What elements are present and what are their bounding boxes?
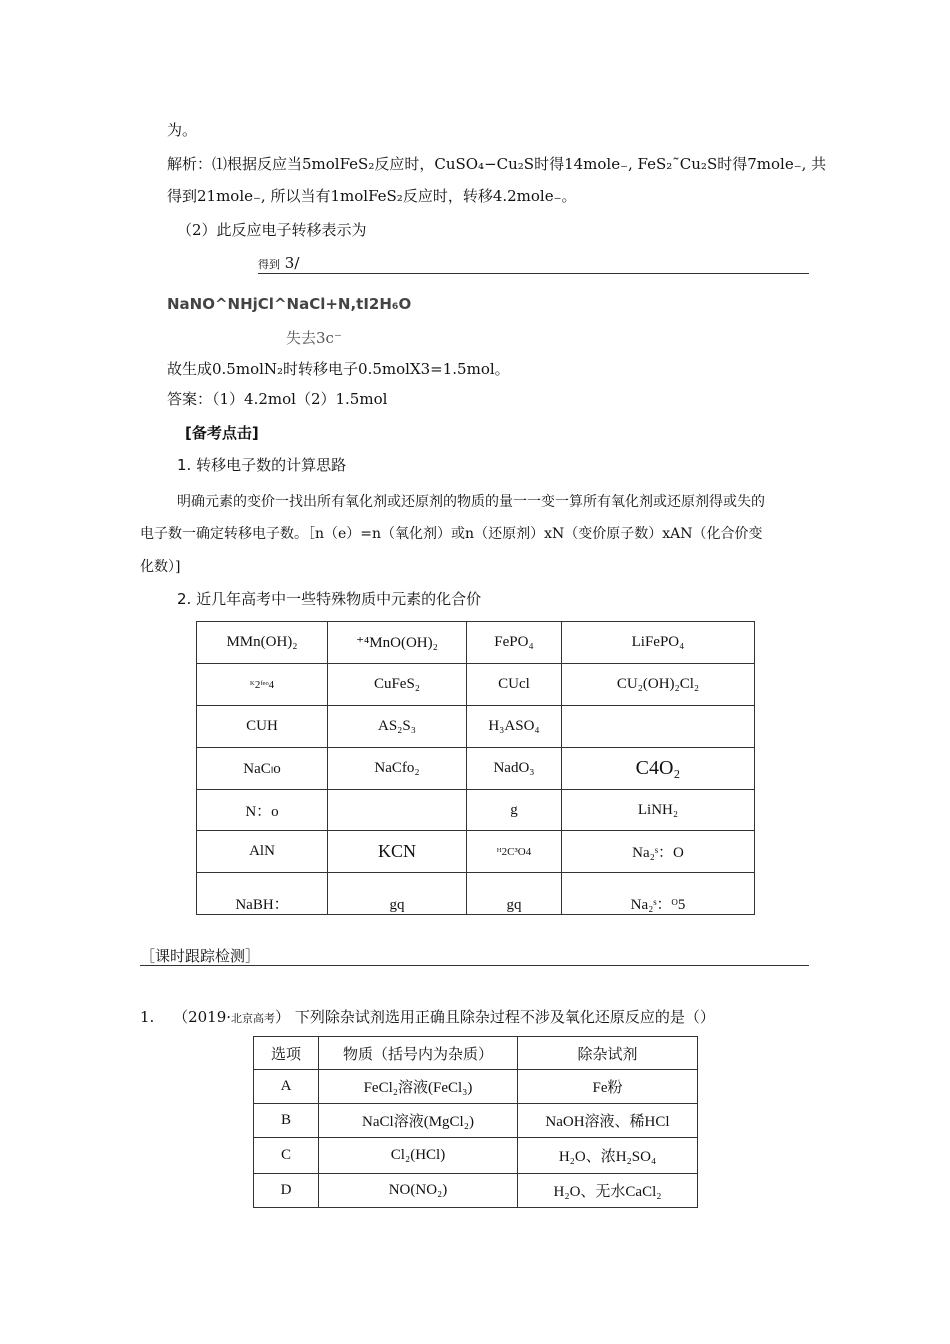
header-cell: 除杂试剂 [518,1037,698,1070]
table-row [197,831,755,873]
option-label: A [254,1070,319,1104]
option-reagent: NaOH溶液、稀HCl [518,1104,698,1138]
option-reagent: Fe粉 [518,1070,698,1104]
table-row [254,1070,698,1104]
table-cell: C4O₂ [562,748,755,790]
table-cell: g [467,790,562,831]
electron-loss-label: 失去3c⁻ [286,329,342,347]
options-table [253,1036,698,1208]
tip-body-line-2: 电子数一确定转移电子数。［n（e）=n（氧化剂）或n（还原剂）xN（变价原子数）xAN（化合价变 [140,526,763,542]
tip-heading-1: 1. 转移电子数的计算思路 [177,456,347,474]
table-cell: AlN [197,831,328,873]
question-source-close: ） [275,1008,291,1026]
gain-value-text: 3/ [284,254,300,272]
tip-heading-2: 2. 近几年高考中一些特殊物质中元素的化合价 [177,590,482,608]
table-row [254,1138,698,1174]
table-row [197,748,755,790]
question-number: 1. [140,1008,155,1026]
question-source: 北京高考 [231,1012,276,1025]
gain-label-text: 得到 [258,258,280,271]
conclusion-line: 故生成0.5molN₂时转移电子0.5molX3=1.5mol。 [167,360,510,378]
table-cell: CU₂(OH)₂Cl₂ [562,664,755,706]
table-cell: CUH [197,706,328,748]
option-reagent: H₂O、无水CaCl₂ [518,1174,698,1208]
table-row [254,1104,698,1138]
table-row [197,664,755,706]
electron-gain-label [258,253,299,275]
table-cell: CUcl [467,664,562,706]
table-row [254,1174,698,1208]
table-cell: ⁺⁴MnO(OH)₂ [328,622,467,664]
text-line-1: 为。 [167,121,198,139]
option-label: B [254,1104,319,1138]
option-substance: NO(NO₂) [319,1174,518,1208]
question-text: 下列除杂试剂选用正确且除杂过程不涉及氧化还原反应的是（） [294,1008,715,1026]
electron-transfer-arrow-line [258,273,809,274]
table-cell [328,790,467,831]
table-cell: FePO₄ [467,622,562,664]
table-cell: Na₂ˢ：O [562,831,755,873]
analysis-line-1: 解析：⑴根据反应当5molFeS₂反应时，CuSO₄−Cu₂S时得14mole₋, FeS₂˜Cu₂S时得7mole₋, 共 [167,155,827,173]
table-row [197,790,755,831]
compounds-table [196,621,755,915]
reaction-equation: NaNO^NHjCl^NaCl+N,tI2H₆O [167,295,412,313]
table-cell [562,706,755,748]
table-cell: NadO₃ [467,748,562,790]
option-reagent: H₂O、浓H₂SO₄ [518,1138,698,1174]
option-label: D [254,1174,319,1208]
question-source-open: （2019· [173,1008,232,1026]
table-cell: ᴷ2ᶠᵉᵒ4 [197,664,328,706]
header-cell: 选项 [254,1037,319,1070]
table-header-row [254,1037,698,1070]
table-row [197,706,755,748]
tip-body-line-3: 化数）] [140,559,181,575]
table-row [197,622,755,664]
answer-line: 答案：（1）4.2mol（2）1.5mol [167,390,388,408]
table-cell: AS₂S₃ [328,706,467,748]
table-cell: Na₂ˢ：ᴼ5 [562,873,755,915]
analysis-line-2: 得到21mole₋, 所以当有1molFeS₂反应时，转移4.2mole₋。 [167,187,577,205]
table-cell: gq [328,873,467,915]
tip-body-line-1: 明确元素的变价一找出所有氧化剂或还原剂的物质的量一一变一算所有氧化剂或还原剂得或失的 [177,494,765,510]
section-tip-heading: [备考点击] [185,424,259,442]
table-row [197,873,755,915]
table-cell: CuFeS₂ [328,664,467,706]
option-substance: Cl₂(HCl) [319,1138,518,1174]
table-cell: N：o [197,790,328,831]
option-label: C [254,1138,319,1174]
option-substance: FeCl₂溶液(FeCl₃) [319,1070,518,1104]
table-cell: LiNH₂ [562,790,755,831]
table-cell: gq [467,873,562,915]
header-cell: 物质（括号内为杂质） [319,1037,518,1070]
table-cell: H₃ASO₄ [467,706,562,748]
table-cell: NaCₗo [197,748,328,790]
analysis-line-3: （2）此反应电子转移表示为 [177,221,367,239]
table-cell: KCN [328,831,467,873]
question-1 [140,1007,715,1029]
section-divider [140,965,809,966]
table-cell: ᴴ2C³O4 [467,831,562,873]
table-cell: NaCfo₂ [328,748,467,790]
section-header: ［课时跟踪检测］ [140,947,261,965]
table-cell: LiFePO₄ [562,622,755,664]
option-substance: NaCl溶液(MgCl₂) [319,1104,518,1138]
table-cell: NaBH： [197,873,328,915]
table-cell: MMn(OH)₂ [197,622,328,664]
